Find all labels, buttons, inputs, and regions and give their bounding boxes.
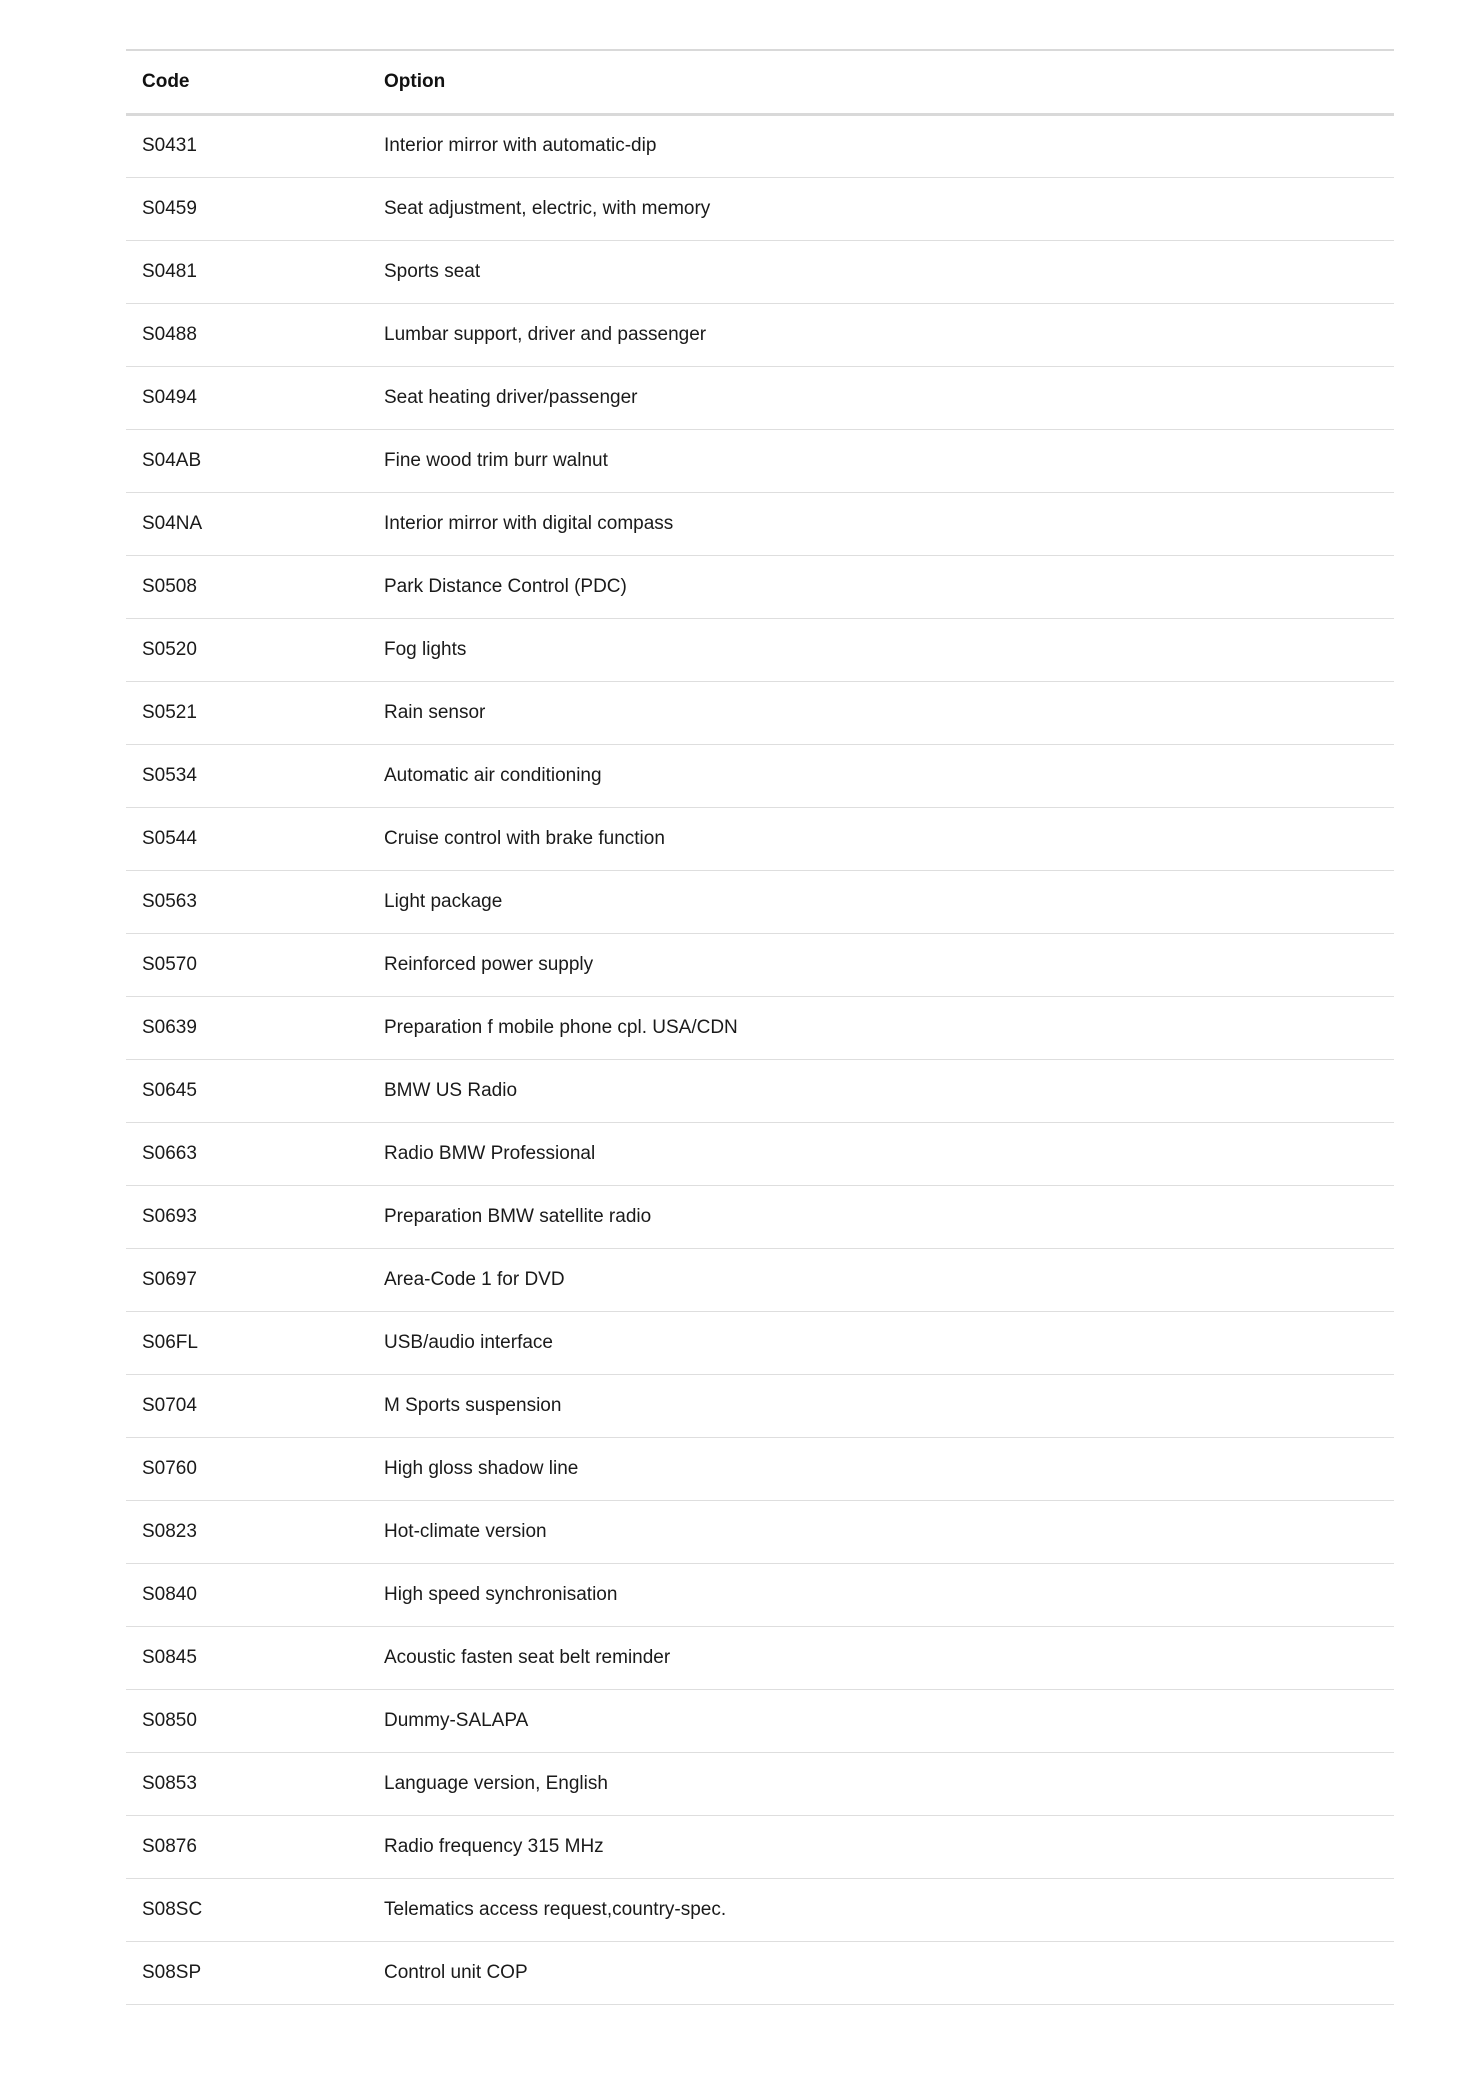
table-row xyxy=(126,1311,1394,1374)
table-row xyxy=(126,1122,1394,1185)
table-row xyxy=(126,1878,1394,1941)
table-row xyxy=(126,1185,1394,1248)
option-description-cell: Fine wood trim burr walnut xyxy=(384,449,608,471)
option-description-cell: USB/audio interface xyxy=(384,1331,553,1353)
option-code-cell: S0876 xyxy=(142,1835,197,1857)
option-description-cell: Lumbar support, driver and passenger xyxy=(384,323,707,345)
option-description-cell: Sports seat xyxy=(384,260,481,282)
option-code-cell: S04AB xyxy=(142,449,202,471)
option-code-cell: S0563 xyxy=(142,890,197,912)
option-code-cell: S0431 xyxy=(142,135,197,156)
table-row xyxy=(126,492,1394,555)
table-row xyxy=(126,1374,1394,1437)
option-code-cell: S0639 xyxy=(142,1016,197,1038)
option-code-cell: S0645 xyxy=(142,1079,197,1101)
table-row xyxy=(126,1437,1394,1500)
option-code-cell: S0693 xyxy=(142,1205,197,1227)
table-row xyxy=(126,933,1394,996)
table-row xyxy=(126,303,1394,366)
table-row xyxy=(126,1248,1394,1311)
option-code-cell: S0534 xyxy=(142,764,197,786)
option-description-cell: Radio BMW Professional xyxy=(384,1142,596,1164)
table-header xyxy=(126,50,1394,114)
table-row xyxy=(126,555,1394,618)
option-description-cell: Telematics access request,country-spec. xyxy=(384,1898,727,1920)
option-description-cell: Interior mirror with automatic-dip xyxy=(384,135,657,156)
option-code-cell: S0850 xyxy=(142,1709,197,1731)
table-row xyxy=(126,1815,1394,1878)
option-description-cell: Seat heating driver/passenger xyxy=(384,386,638,408)
option-description-cell: Language version, English xyxy=(384,1772,608,1794)
column-header-code: Code xyxy=(142,70,190,92)
option-description-cell: Reinforced power supply xyxy=(384,953,594,975)
option-code-cell: S0845 xyxy=(142,1646,197,1668)
option-code-cell: S0494 xyxy=(142,386,197,408)
option-description-cell: High speed synchronisation xyxy=(384,1583,618,1605)
table-row xyxy=(126,744,1394,807)
option-description-cell: Cruise control with brake function xyxy=(384,827,665,849)
option-description-cell: Seat adjustment, electric, with memory xyxy=(384,197,711,219)
option-code-cell: S0760 xyxy=(142,1457,197,1479)
option-code-cell: S0823 xyxy=(142,1520,197,1542)
option-description-cell: Radio frequency 315 MHz xyxy=(384,1835,604,1857)
option-description-cell: BMW US Radio xyxy=(384,1079,518,1101)
option-description-cell: Area-Code 1 for DVD xyxy=(384,1268,565,1290)
option-code-cell: S0663 xyxy=(142,1142,197,1164)
option-code-cell: S0840 xyxy=(142,1583,197,1605)
table-row xyxy=(126,1059,1394,1122)
header-row xyxy=(126,50,1394,114)
option-code-cell: S08SP xyxy=(142,1961,202,1983)
option-code-cell: S0697 xyxy=(142,1268,197,1290)
option-code-cell: S0520 xyxy=(142,638,197,660)
table-row xyxy=(126,429,1394,492)
option-description-cell: Interior mirror with digital compass xyxy=(384,512,674,534)
table-row xyxy=(126,1626,1394,1689)
option-code-cell: S0508 xyxy=(142,575,197,597)
table-row xyxy=(126,1941,1394,2004)
table-body xyxy=(126,114,1394,2004)
table-row xyxy=(126,1689,1394,1752)
option-code-cell: S04NA xyxy=(142,512,203,534)
option-description-cell: Rain sensor xyxy=(384,701,486,723)
table-row xyxy=(126,366,1394,429)
option-description-cell: Hot-climate version xyxy=(384,1520,547,1542)
option-code-cell: S0481 xyxy=(142,260,197,282)
option-code-cell: S08SC xyxy=(142,1898,203,1920)
table-row xyxy=(126,681,1394,744)
table-row xyxy=(126,618,1394,681)
option-code-cell: S06FL xyxy=(142,1331,198,1353)
column-header-option: Option xyxy=(384,70,446,92)
option-description-cell: Preparation f mobile phone cpl. USA/CDN xyxy=(384,1016,738,1038)
table-row xyxy=(126,177,1394,240)
option-description-cell: Automatic air conditioning xyxy=(384,764,602,786)
table-row xyxy=(126,1500,1394,1563)
table-row xyxy=(126,996,1394,1059)
option-code-cell: S0544 xyxy=(142,827,197,849)
option-description-cell: Control unit COP xyxy=(384,1961,528,1983)
table-row xyxy=(126,114,1394,177)
option-code-cell: S0704 xyxy=(142,1394,197,1416)
table-row xyxy=(126,807,1394,870)
option-description-cell: M Sports suspension xyxy=(384,1394,562,1416)
option-code-cell: S0488 xyxy=(142,323,197,345)
option-code-cell: S0459 xyxy=(142,197,197,219)
option-code-cell: S0521 xyxy=(142,701,197,723)
table-row xyxy=(126,1563,1394,1626)
option-description-cell: Fog lights xyxy=(384,638,467,660)
option-description-cell: Park Distance Control (PDC) xyxy=(384,575,627,597)
option-description-cell: Dummy-SALAPA xyxy=(384,1709,529,1731)
table-row xyxy=(126,870,1394,933)
option-description-cell: High gloss shadow line xyxy=(384,1457,579,1479)
table-row xyxy=(126,1752,1394,1815)
option-description-cell: Preparation BMW satellite radio xyxy=(384,1205,652,1227)
option-description-cell: Light package xyxy=(384,890,503,912)
options-table xyxy=(126,49,1394,2005)
table-row xyxy=(126,240,1394,303)
option-code-cell: S0570 xyxy=(142,953,197,975)
option-code-cell: S0853 xyxy=(142,1772,197,1794)
option-description-cell: Acoustic fasten seat belt reminder xyxy=(384,1646,671,1668)
